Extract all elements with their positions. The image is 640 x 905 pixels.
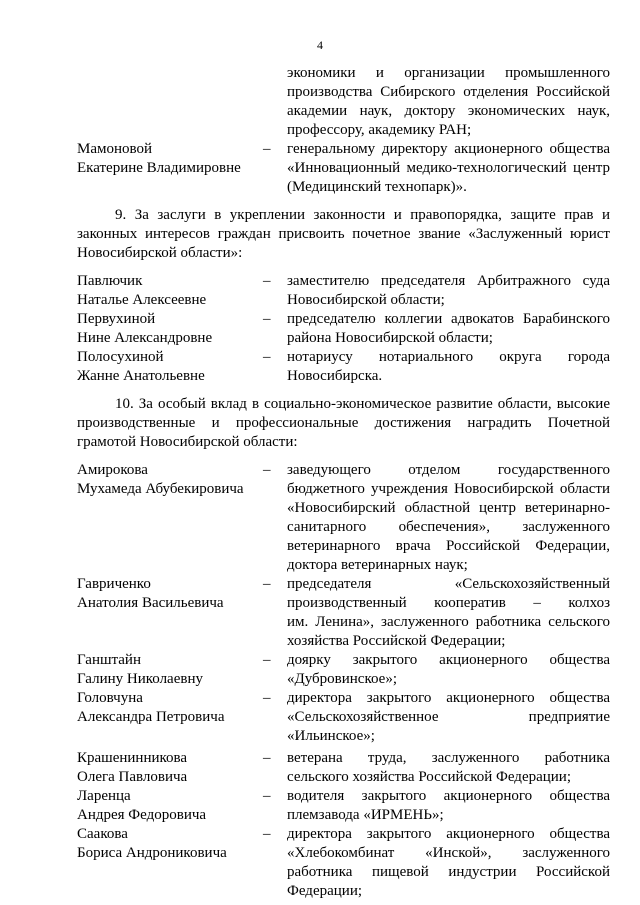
entry-name xyxy=(77,310,263,348)
dash: – xyxy=(263,788,271,804)
desc-line: «Инновационный медико-технологический центр xyxy=(287,160,610,176)
entry-description xyxy=(287,461,610,575)
surname: Полосухиной xyxy=(77,349,164,365)
desc-line: им. Ленина», заслуженного работника сельского xyxy=(287,614,610,630)
entry-description xyxy=(287,689,610,746)
desc-line: (Медицинский технопарк)». xyxy=(287,179,467,195)
desc-line: бюджетного учреждения Новосибирской области xyxy=(287,481,610,497)
dash: – xyxy=(263,690,271,706)
entry-name xyxy=(77,689,263,727)
entry-name xyxy=(77,461,263,499)
award-entry-larents xyxy=(77,787,610,825)
dash: – xyxy=(263,750,271,766)
dash: – xyxy=(263,311,271,327)
desc-line: нотариусу нотариального округа города xyxy=(287,349,610,365)
paragraph-line: Новосибирской области»: xyxy=(77,245,243,261)
given-name: Мухамеда Абубекировича xyxy=(77,481,244,497)
award-entry-ganshtain xyxy=(77,651,610,689)
entry-description xyxy=(287,140,610,197)
desc-line: заведующего отделом государственного xyxy=(287,462,610,478)
dash: – xyxy=(263,576,271,592)
given-name: Нине Александровне xyxy=(77,330,213,346)
dash: – xyxy=(263,462,271,478)
entry-description xyxy=(287,272,610,310)
paragraph-line: грамотой Новосибирской области: xyxy=(77,434,298,450)
dash: – xyxy=(263,141,271,157)
entry-name xyxy=(77,787,263,825)
given-name: Екатерине Владимировне xyxy=(77,160,241,176)
award-entry-mamonova xyxy=(77,140,610,197)
given-name: Олега Павловича xyxy=(77,769,188,785)
desc-line: племзавода «ИРМЕНЬ»; xyxy=(287,807,444,823)
desc-line: академии наук, доктору экономических наук, xyxy=(287,103,610,119)
award-entry-golovchun xyxy=(77,689,610,746)
desc-line: Федерации; xyxy=(287,883,363,899)
desc-line: доярку закрытого акционерного общества xyxy=(287,652,610,668)
desc-line: работника пищевой индустрии Российской xyxy=(287,864,610,880)
surname: Павлючик xyxy=(77,273,143,289)
entry-description xyxy=(287,651,610,689)
award-entry-amirokov xyxy=(77,461,610,575)
entry-name xyxy=(77,651,263,689)
dash: – xyxy=(263,652,271,668)
given-name: Наталье Алексеевне xyxy=(77,292,207,308)
page-number: 4 xyxy=(317,38,323,52)
desc-line: директора закрытого акционерного общества xyxy=(287,690,610,706)
entry-name xyxy=(77,575,263,613)
entry-description xyxy=(287,348,610,386)
entry-name xyxy=(77,749,263,787)
entry-name xyxy=(77,140,263,178)
award-entry-pervukhina xyxy=(77,310,610,348)
desc-line: ветерана труда, заслуженного работника xyxy=(287,750,610,766)
paragraph-line: 10. За особый вклад в социально-экономическое развитие области, высокие xyxy=(115,396,610,412)
entry-description xyxy=(287,575,610,651)
paragraph-line: законных интересов граждан присвоить почетное звание «Заслуженный юрист xyxy=(77,226,610,242)
desc-line: «Ильинское»; xyxy=(287,728,375,744)
desc-line: производства Сибирского отделения Российской xyxy=(287,84,610,100)
award-entry-pavlyuchik xyxy=(77,272,610,310)
desc-line: Новосибирска. xyxy=(287,368,383,384)
desc-line: экономики и организации промышленного xyxy=(287,65,610,81)
given-name: Анатолия Васильевича xyxy=(77,595,224,611)
surname: Мамоновой xyxy=(77,141,153,157)
entry-name xyxy=(77,348,263,386)
desc-line: доктора ветеринарных наук; xyxy=(287,557,468,573)
desc-line: «Хлебокомбинат «Инской», заслуженного xyxy=(287,845,610,861)
paragraph-line: производственные и профессиональные достижения наградить Почетной xyxy=(77,415,610,431)
surname: Ларенца xyxy=(77,788,131,804)
entry-description xyxy=(287,787,610,825)
desc-line: хозяйства Российской Федерации; xyxy=(287,633,506,649)
desc-line: производственный кооператив – колхоз xyxy=(287,595,610,611)
desc-line: председателя «Сельскохозяйственный xyxy=(287,576,610,592)
entry-name xyxy=(77,272,263,310)
given-name: Галину Николаевну xyxy=(77,671,203,687)
desc-line: профессору, академику РАН; xyxy=(287,122,472,138)
desc-line: Новосибирской области; xyxy=(287,292,445,308)
continuation-entry xyxy=(77,64,610,140)
dash: – xyxy=(263,349,271,365)
desc-line: водителя закрытого акционерного общества xyxy=(287,788,610,804)
award-entry-saakov xyxy=(77,825,610,901)
desc-line: председателю коллегии адвокатов Барабинского xyxy=(287,311,610,327)
surname: Саакова xyxy=(77,826,128,842)
desc-line: «Дубровинское»; xyxy=(287,671,397,687)
surname: Амирокова xyxy=(77,462,148,478)
paragraph-line: 9. За заслуги в укреплении законности и правопорядка, защите прав и xyxy=(115,207,610,223)
entry-name xyxy=(77,825,263,863)
given-name: Александра Петровича xyxy=(77,709,225,725)
entry-description xyxy=(287,64,610,140)
surname: Головчуна xyxy=(77,690,143,706)
given-name: Жанне Анатольевне xyxy=(77,368,205,384)
given-name: Бориса Андрониковича xyxy=(77,845,227,861)
surname: Гавриченко xyxy=(77,576,151,592)
dash: – xyxy=(263,273,271,289)
desc-line: ветеринарного врача Российской Федерации, xyxy=(287,538,610,554)
desc-line: заместителю председателя Арбитражного суда xyxy=(287,273,610,289)
dash: – xyxy=(263,826,271,842)
desc-line: генеральному директору акционерного общества xyxy=(287,141,610,157)
surname: Крашенинникова xyxy=(77,750,188,766)
desc-line: сельского хозяйства Российской Федерации; xyxy=(287,769,572,785)
section-10-paragraph xyxy=(77,395,610,452)
desc-line: директора закрытого акционерного общества xyxy=(287,826,610,842)
desc-line: санитарного обеспечения», заслуженного xyxy=(287,519,610,535)
award-entry-polosukhina xyxy=(77,348,610,386)
given-name: Андрея Федоровича xyxy=(77,807,207,823)
desc-line: района Новосибирской области; xyxy=(287,330,493,346)
desc-line: «Новосибирский областной центр ветеринарно- xyxy=(287,500,610,516)
surname: Первухиной xyxy=(77,311,156,327)
entry-description xyxy=(287,310,610,348)
entry-description xyxy=(287,825,610,901)
desc-line: «Сельскохозяйственное предприятие xyxy=(287,709,610,725)
document-body xyxy=(77,64,610,901)
entry-description xyxy=(287,749,610,787)
section-9-paragraph xyxy=(77,206,610,263)
surname: Ганштайн xyxy=(77,652,141,668)
award-entry-gavrichenko xyxy=(77,575,610,651)
award-entry-krasheninnikov xyxy=(77,749,610,787)
